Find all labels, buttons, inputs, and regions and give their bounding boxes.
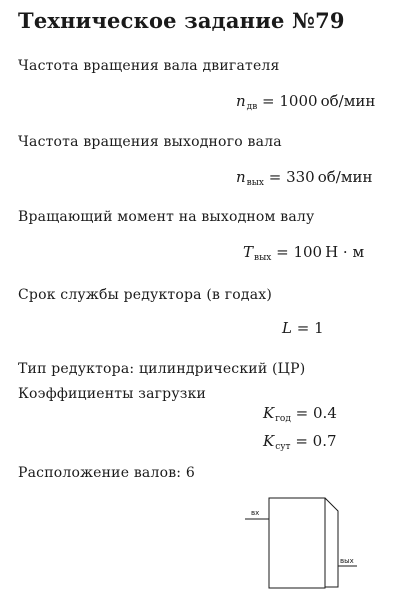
output-speed-label: Частота вращения выходного вала [18,134,282,150]
load-factor-annual-formula: $K_{год} = 0.4$ [263,404,337,424]
service-life-symbol: L [282,319,292,337]
load-factor-daily-value: 0.7 [312,432,337,450]
shaft-layout-label: Расположение валов: 6 [18,465,195,481]
load-factor-annual-symbol: K [263,404,275,422]
motor-speed-formula: $n_{дв} = 1000$ об/мин [236,92,376,112]
load-factor-daily-formula: $K_{сут} = 0.7$ [263,432,337,452]
service-life-label: Срок службы редуктора (в годах) [18,287,273,303]
motor-speed-subscript: дв [246,102,258,112]
output-speed-unit: об/мин [317,168,373,186]
service-life-value: 1 [314,319,324,337]
output-torque-symbol: T [243,243,254,261]
motor-speed-symbol: n [236,92,246,110]
load-factors-label: Коэффициенты загрузки [18,386,207,402]
output-torque-label: Вращающий момент на выходном валу [18,209,315,225]
motor-speed-unit: об/мин [320,92,376,110]
output-torque-value: 100 [293,243,323,261]
service-life-formula: L = 1 [282,319,324,337]
output-speed-subscript: вых [246,178,264,188]
motor-speed-value: 1000 [279,92,318,110]
output-shaft-label: вых [340,557,354,565]
reducer-type-label: Тип редуктора: цилиндрический (ЦР) [18,361,306,377]
output-torque-formula: $T_{вых} = 100$ Н · м [243,243,365,263]
page-title: Техническое задание №79 [18,8,345,33]
reducer-housing-side [325,498,338,587]
output-speed-formula: $n_{вых} = 330$ об/мин [236,168,373,188]
input-shaft-label: вх [251,509,260,517]
output-torque-unit: Н · м [325,243,365,261]
output-speed-value: 330 [286,168,315,186]
load-factor-daily-symbol: K [263,432,275,450]
output-torque-subscript: вых [254,253,272,263]
reducer-housing-front [269,498,325,588]
motor-speed-label: Частота вращения вала двигателя [18,58,280,74]
load-factor-daily-subscript: сут [275,442,291,452]
output-speed-symbol: n [236,168,246,186]
load-factor-annual-value: 0.4 [313,404,337,422]
load-factor-annual-subscript: год [275,414,291,424]
